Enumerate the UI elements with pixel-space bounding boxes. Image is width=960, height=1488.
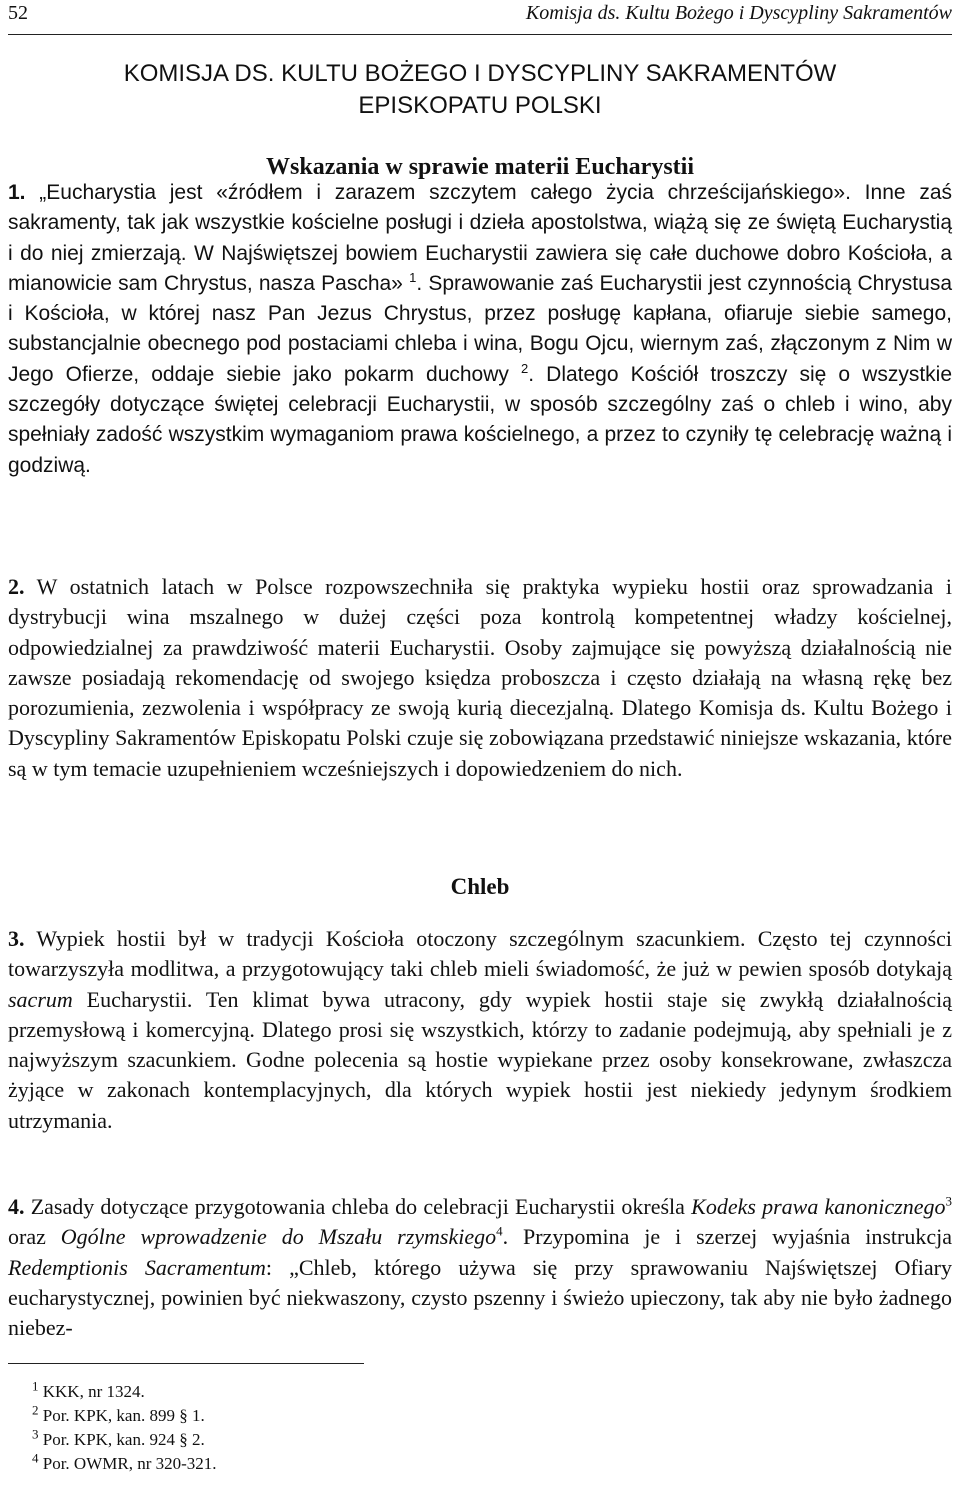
footnote-ref[interactable]: 4	[496, 1223, 503, 1239]
footnote	[32, 1452, 217, 1476]
paragraph-text: „Eucharystia jest «źródłem i zarazem szczytem całego życia chrześcijańskiego». Inne zaś sakramenty, tak jak wszystkie kościelne posługi i dzieła apostolstwa, wiążą się ze świętą Eucharystią i do niej zmierzają. W Najświętszej bowiem Eucharystii zawiera się całe duchowe dobro Kościoła, a mianowicie sam Chrystus, nasza Pascha»	[8, 181, 952, 295]
footnote-ref[interactable]: 2	[521, 360, 529, 376]
running-header	[8, 2, 952, 26]
italic-title: Ogólne wprowadzenie do Mszału rzymskiego	[60, 1224, 497, 1250]
footnote-ref[interactable]: 1	[409, 269, 417, 285]
paragraph-number: 2.	[8, 574, 25, 599]
footnote-number: 2	[32, 1402, 39, 1418]
paragraph-text: W ostatnich latach w Polsce rozpowszechniła się praktyka wypieku hostii oraz sprowadzania i dystrybucji wina mszalnego w dużej części poza kontrolą kompetentnej władzy kościelnej, odpowiedzialnej za prawdziwość materii Eucharystii. Osoby zajmujące się powyższą działalnością nie zawsze posiadają rekomendację od swojego księdza proboszcza i często działają na własną rękę bez porozumienia, zezwolenia i współpracy ze swoją kurią diecezjalną. Dlatego Komisja ds. Kultu Bożego i Dyscypliny Sakramentów Episkopatu Polski czuje się zobowiązana przedstawić niniejsze wskazania, które są w tym temacie uzupełnieniem wcześniejszych i dopowiedzeniem do nich.	[8, 574, 952, 781]
header-rule	[8, 34, 952, 35]
title-line-1: KOMISJA DS. KULTU BOŻEGO I DYSCYPLINY SAKRAMENTÓW	[123, 60, 837, 87]
paragraph-number: 3.	[8, 926, 25, 951]
paragraph-4	[8, 1192, 952, 1343]
footnote-text: Por. OWMR, nr 320-321.	[38, 1454, 217, 1473]
paragraph-text: Zasady dotyczące przygotowania chleba do celebracji Eucharystii określa	[24, 1194, 692, 1219]
paragraph-number: 1.	[8, 181, 26, 204]
paragraph-number: 4.	[8, 1194, 25, 1219]
paragraph-text: Eucharystii. Ten klimat bywa utracony, gdy wypiek hostii staje się zwykłą działalnością przemysłową i komercyjną. Dlatego prosi się wszystkich, którzy to zadanie podejmują, aby spełniali je z najwyższym szacunkiem. Godne polecenia są hostie wypiekane przez osoby konsekrowane, zwłaszcza żyjące w zakonach kontemplacyjnych, dla których wypiek hostii jest niekiedy jedynym środkiem utrzymania.	[8, 986, 952, 1133]
footnote-number: 4	[32, 1450, 39, 1466]
document-title	[8, 58, 952, 122]
footnote	[32, 1380, 217, 1404]
footnote-text: Por. KPK, kan. 899 § 1.	[38, 1406, 205, 1425]
footnote-number: 3	[32, 1426, 39, 1442]
footnote-text: KKK, nr 1324.	[38, 1382, 145, 1401]
footnote-ref[interactable]: 3	[945, 1193, 953, 1209]
title-line-2: EPISKOPATU POLSKI	[358, 92, 602, 119]
paragraph-1	[8, 178, 952, 481]
italic-title: Kodeks prawa kanonicznego	[691, 1194, 946, 1219]
running-title: Komisja ds. Kultu Bożego i Dyscypliny Sakramentów	[525, 2, 952, 24]
document-subtitle: Wskazania w sprawie materii Eucharystii	[266, 154, 694, 180]
paragraph-2	[8, 572, 952, 784]
page-number: 52	[8, 2, 28, 24]
italic-term: sacrum	[8, 986, 73, 1012]
footnotes	[32, 1380, 217, 1476]
italic-title: Redemptionis Sacramentum	[8, 1254, 266, 1280]
paragraph-text: : „Chleb, którego używa się przy sprawowaniu Najświętszej Ofiary eucharystycznej, powinien być niekwaszony, czysto pszenny i świeżo upieczony, tak aby nie było żadnego niebez-	[8, 1254, 952, 1341]
paragraph-text: . Sprawowanie zaś Eucharystii jest czynnością Chrystusa i Kościoła, w której nasz Pan Jezus Chrystus, przez posługę kapłana, ofiaruje siebie samego, substancjalnie obecnego pod postaciami chleba i wina, Bogu Ojcu, wiernym zaś, złączonym z Nim w Jego Ofierze, oddaje siebie jako pokarm duchowy	[8, 271, 952, 386]
paragraph-text: . Dlatego Kościół troszczy się o wszystkie szczegóły dotyczące świętej celebracji Eucharystii, w sposób szczególny zaś o chleb i wino, aby spełniały zadość wszystkim wymaganiom prawa kościelnego, a przez to czyniły tę celebrację ważną i godziwą.	[8, 362, 953, 477]
paragraph-text: . Przypomina je i szerzej wyjaśnia instrukcja	[502, 1224, 952, 1250]
footnote-number: 1	[32, 1378, 39, 1394]
footnote-rule	[8, 1363, 364, 1364]
footnote	[32, 1428, 217, 1452]
footnote-text: Por. KPK, kan. 924 § 2.	[38, 1430, 205, 1449]
footnote	[32, 1404, 217, 1428]
paragraph-text: oraz	[8, 1224, 61, 1250]
paragraph-3	[8, 924, 952, 1136]
section-heading: Chleb	[450, 874, 510, 899]
paragraph-text: Wypiek hostii był w tradycji Kościoła otoczony szczególnym szacunkiem. Często tej czynności towarzyszyła modlitwa, a przygotowujący taki chleb mieli świadomość, że już w pewien sposób dotykają	[8, 926, 952, 982]
